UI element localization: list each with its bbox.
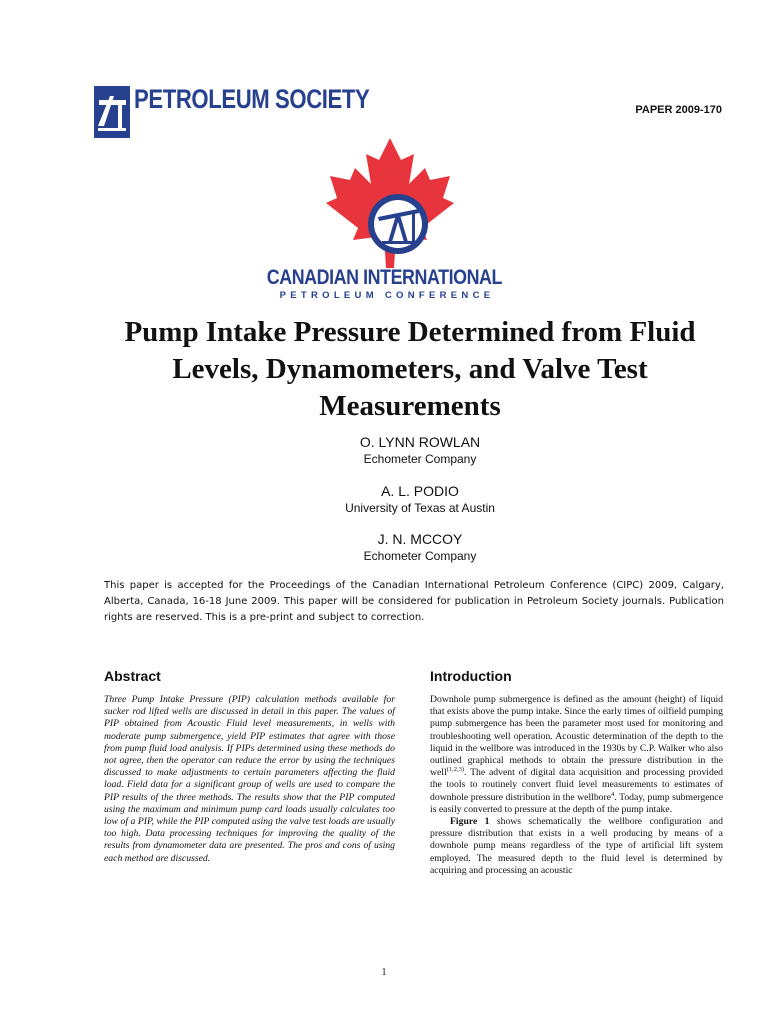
figure-reference: Figure 1 [450, 816, 490, 828]
author-affiliation: University of Texas at Austin [345, 501, 495, 515]
pumpjack-logo-icon [94, 86, 130, 138]
maple-leaf-emblem-icon [326, 138, 454, 268]
intro-text: Downhole pump submergence is defined as the amount (height) of liquid that exists above the pump intake. Since the early times of oilfield pumping pump submergence has been the parameter most used for monitoring and troubleshooting well operation. Acoustic determination of the depth to the liquid in the wellbore was introduced in the 1930s by C.P. Walker who also outlined graphical methods to obtain the pressure distribution in the well [430, 694, 723, 779]
author-affiliation: Echometer Company [363, 452, 477, 466]
conference-name [0, 266, 768, 290]
intro-text: . Today, pump submergence is easily converted to pressure at the depth of the pump intake. [430, 791, 724, 815]
author-affiliation: Echometer Company [363, 549, 477, 563]
acceptance-note: This paper is accepted for the Proceedings of the Canadian International Petroleum Conference (CIPC) 2009, Calgary, Alberta, Canada, 16-18 June 2009. This paper will be considered for publication in Petroleum Society journals. Publication rights are reserved. This is a pre-print and subject to correction. [104, 580, 724, 623]
conference-name-line1: CANADIAN INTERNATIONAL [266, 266, 502, 289]
conference-subtitle: PETROLEUM CONFERENCE [279, 290, 495, 301]
society-name: PETROLEUM SOCIETY [134, 84, 370, 114]
author-name: O. LYNN ROWLAN [359, 434, 481, 450]
author-block [0, 483, 768, 516]
page-number: 1 [381, 967, 387, 978]
introduction-body [430, 694, 723, 877]
intro-text: . The advent of digital data acquisition and processing provided the tools to routinely convert fluid level measurements to estimates of downhole pressure distribution in the wellbore [430, 767, 723, 803]
abstract-text: Three Pump Intake Pressure (PIP) calculation methods available for sucker rod lifted wells are discussed in detail in this paper. The values of PIP obtained from Acoustic Fluid level measurements, in wells with moderate pump submergence, yield PIP estimates that agree with those from pump fluid load analysis. If PIPs determined using these methods do not agree, then the operator can reduce the error by using the techniques discussed to make adjustments to certain parameters affecting the fluid load. Field data for a significant group of wells are used to compare the PIP results of the three methods. The results show that the PIP computed using the maximum and minimum pump card loads usually calculates too low of a PIP, while the PIP computed using the valve test loads are usually too high. Data processing techniques for improving the quality of the results from dynamometer data are presented. The pros and cons of using each method are discussed. [104, 694, 395, 864]
citation-ref: (1,2,3) [446, 765, 465, 773]
author-block [0, 434, 768, 467]
citation-ref: 4 [611, 790, 615, 798]
author-block [0, 531, 768, 564]
paper-number: PAPER 2009-170 [635, 104, 722, 116]
abstract-heading: Abstract [104, 668, 161, 684]
author-name: J. N. MCCOY [377, 531, 463, 547]
introduction-paragraph [430, 816, 723, 877]
introduction-paragraph [430, 694, 723, 816]
introduction-heading: Introduction [430, 668, 512, 684]
petroleum-society-logo [94, 82, 370, 140]
paper-title: Pump Intake Pressure Determined from Fluid Levels, Dynamometers, and Valve Test Measurements [124, 316, 696, 422]
author-name: A. L. PODIO [381, 483, 459, 499]
intro-text: shows schematically the wellbore configuration and pressure distribution that exists in a well producing by means of a downhole pump means regardless of the type of artificial lift system employed. The measured depth to the fluid level is determined by acquiring and processing an acoustic [430, 816, 723, 876]
